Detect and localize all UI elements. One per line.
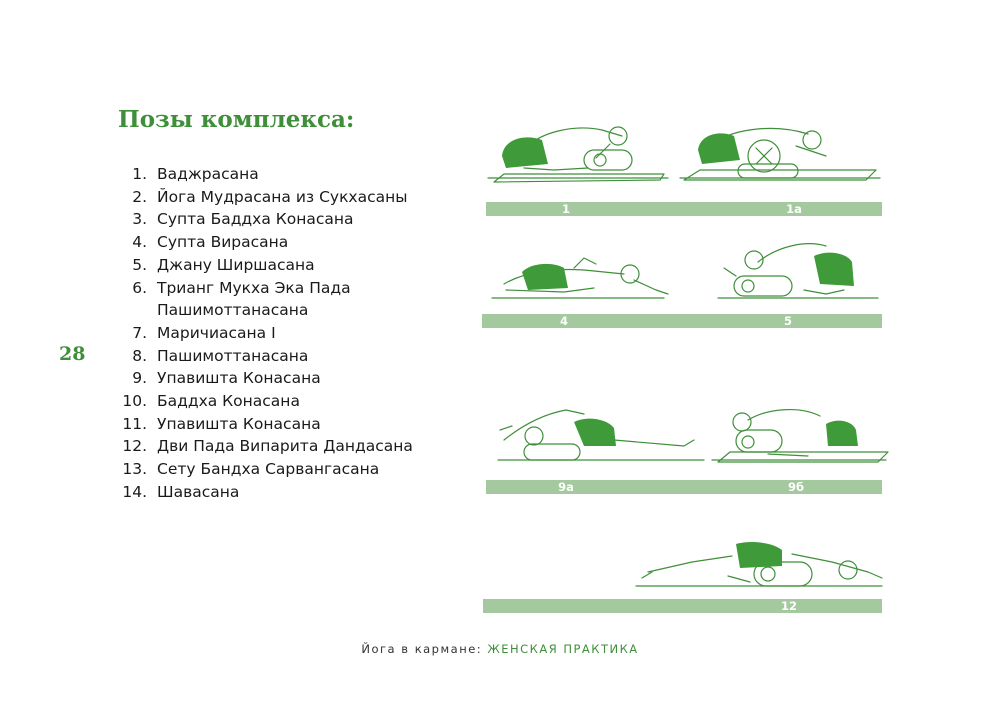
pose-name: Пашимоттанасана: [157, 301, 309, 320]
pose-list-item: [112, 390, 413, 413]
pose-number: 5.: [132, 255, 147, 274]
footer-book-title: ЖЕНСКАЯ ПРАКТИКА: [487, 642, 639, 656]
pose-number: [112, 299, 157, 322]
pose-list-item: [112, 322, 413, 345]
figure-label-bar-row3: [486, 480, 882, 494]
pose-list-item: [112, 299, 413, 322]
pose-number: 4.: [132, 233, 147, 252]
pose-illustration-9b: [708, 400, 892, 466]
pose-list-item: [112, 413, 413, 436]
pose-number: 2.: [132, 187, 147, 206]
pose-list-item: [112, 186, 413, 209]
pose-number: 14.: [122, 482, 147, 501]
pose-number: 11.: [122, 414, 147, 433]
pose-name: Йога Мудрасана из Сукхасаны: [157, 187, 408, 206]
figure-label: 9a: [558, 480, 574, 494]
footer: [0, 642, 1000, 656]
pose-number: 9.: [132, 369, 147, 388]
pose-illustration-5: [714, 232, 882, 306]
pose-list-item: [112, 435, 413, 458]
pose-number: 1.: [132, 165, 147, 183]
pose-name: Ваджрасана: [157, 165, 259, 183]
figure-label: 5: [783, 314, 793, 328]
pose-name: Шавасана: [157, 482, 240, 501]
pose-name: Упавишта Конасана: [157, 369, 321, 388]
pose-number: 13.: [122, 460, 147, 479]
pose-number: 6.: [132, 278, 147, 297]
pose-list-item: [112, 458, 413, 481]
pose-list-item: [112, 208, 413, 231]
figure-label: 4: [559, 314, 569, 328]
pose-illustration-1a: [676, 116, 884, 184]
pose-name: Маричиасана I: [157, 323, 276, 342]
figure-label: 1: [561, 202, 571, 216]
pose-name: Трианг Мукха Эка Пада: [157, 278, 351, 297]
pose-list-item: [112, 277, 413, 300]
figure-label-bar-row1: [486, 202, 882, 216]
pose-name: Сету Бандха Сарвангасана: [157, 460, 380, 479]
pose-list: [112, 163, 413, 504]
pose-name: Упавишта Конасана: [157, 414, 321, 433]
figure-label-bar-row4: [483, 599, 882, 613]
pose-name: Баддха Конасана: [157, 392, 300, 411]
pose-list-item: [112, 163, 413, 186]
pose-number: 12.: [122, 437, 147, 456]
pose-name: Супта Вирасана: [157, 233, 289, 252]
pose-list-item: [112, 254, 413, 277]
pose-name: Джану Ширшасана: [157, 255, 315, 274]
pose-list-item: [112, 345, 413, 368]
pose-number: 3.: [132, 210, 147, 229]
pose-list-item: [112, 367, 413, 390]
figure-label: 1a: [786, 202, 802, 216]
pose-illustration-12: [632, 532, 888, 592]
pose-list-item: [112, 481, 413, 504]
pose-illustration-1: [484, 116, 674, 184]
page-title: Позы комплекса:: [118, 106, 355, 133]
pose-illustration-9a: [494, 400, 708, 466]
pose-number: 7.: [132, 323, 147, 342]
pose-illustration-4: [484, 250, 672, 310]
figure-label: 12: [780, 599, 798, 613]
pose-number: 10.: [122, 392, 147, 411]
page-number: 28: [59, 343, 86, 365]
figure-label: 9б: [787, 480, 805, 494]
pose-number: 8.: [132, 346, 147, 365]
pose-name: Пашимоттанасана: [157, 346, 309, 365]
pose-name: Супта Баддха Конасана: [157, 210, 354, 229]
pose-name: Дви Пада Випарита Дандасана: [157, 437, 413, 456]
figure-label-bar-row2: [482, 314, 882, 328]
footer-series-title: Йога в кармане:: [361, 642, 483, 656]
pose-list-item: [112, 231, 413, 254]
